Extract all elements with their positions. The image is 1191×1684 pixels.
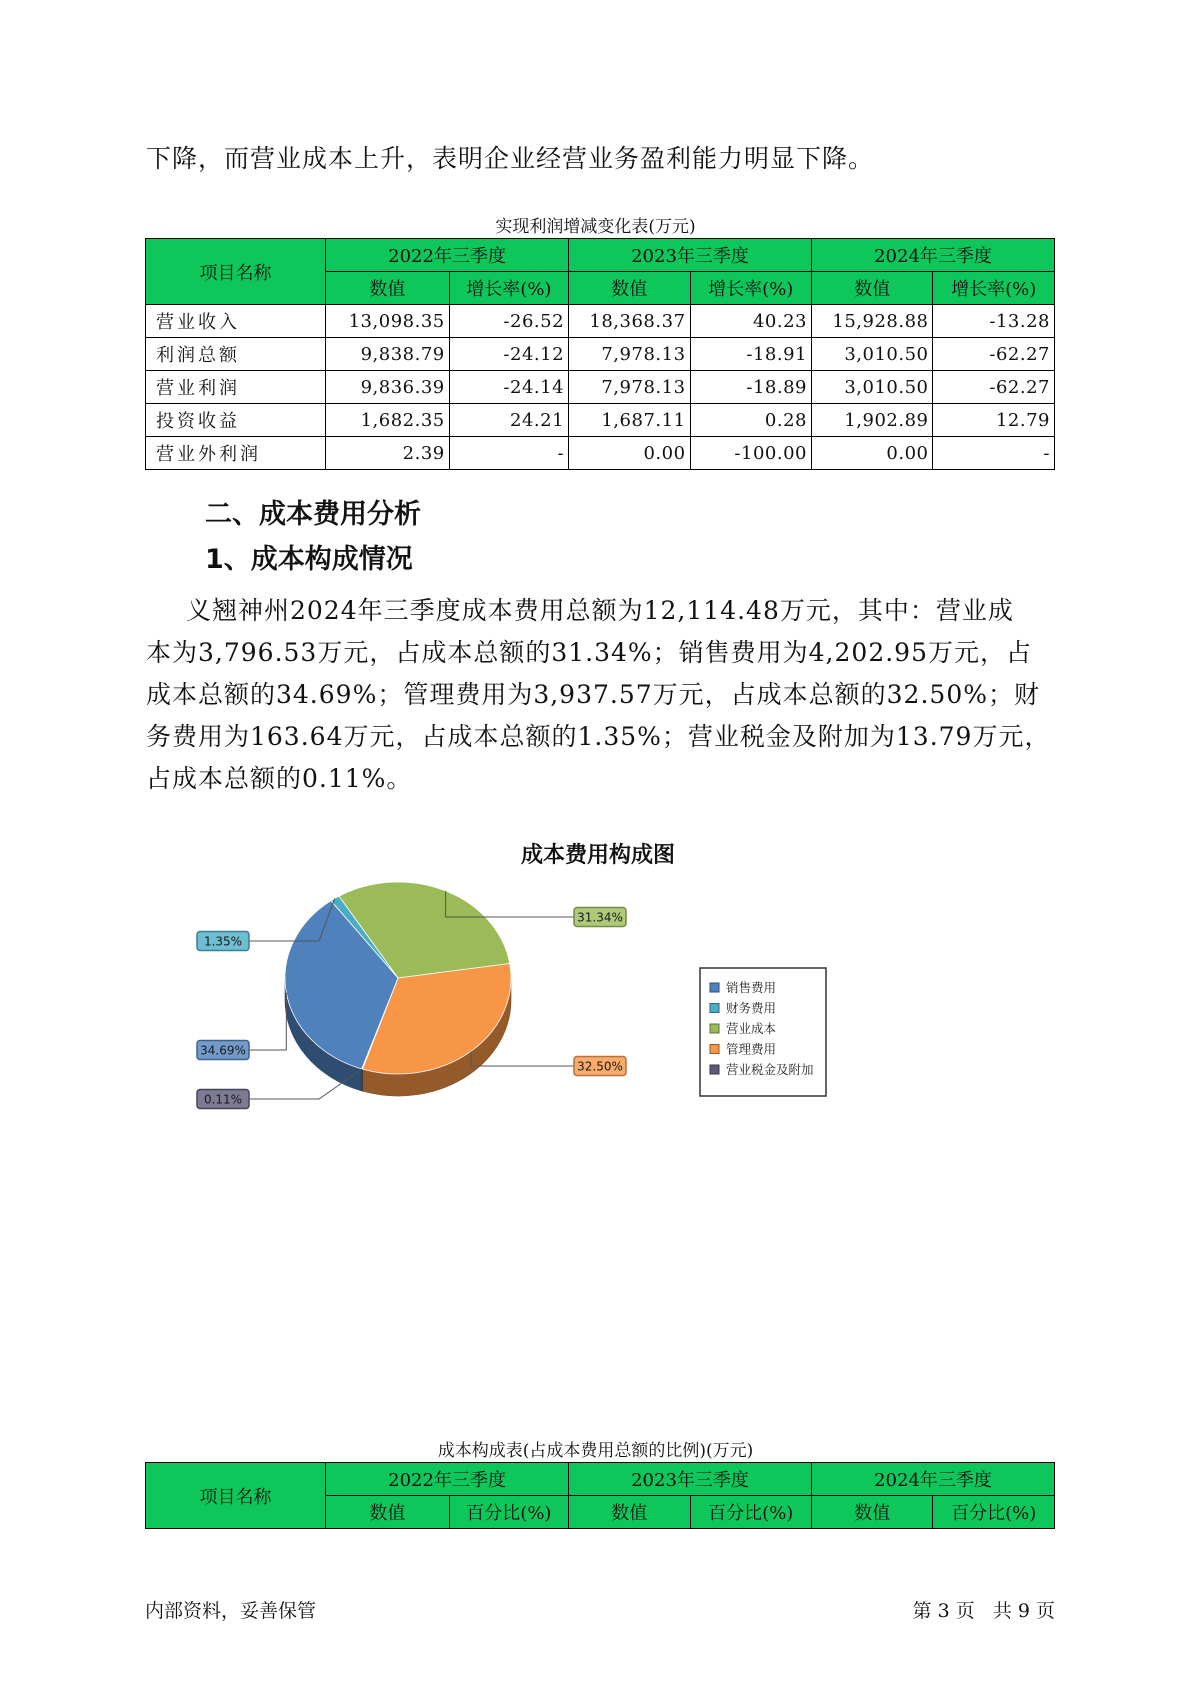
body-line: 本为3,796.53万元，占成本总额的31.34%；销售费用为4,202.95万元，占: [146, 638, 1032, 667]
cost-table: [145, 1462, 1055, 1529]
legend-swatch: [710, 983, 719, 992]
growth-cell: -26.52: [449, 305, 568, 338]
chart-title: 成本费用构成图: [520, 843, 676, 868]
growth-cell: -: [933, 437, 1055, 470]
value-cell: 0.00: [812, 437, 933, 470]
body-line: 成本总额的34.69%；管理费用为3,937.57万元，占成本总额的32.50%；财: [146, 680, 1040, 709]
growth-cell: 40.23: [690, 305, 811, 338]
legend-label: 管理费用: [726, 1041, 777, 1057]
value-cell: 1,682.35: [326, 404, 450, 437]
value-cell: 13,098.35: [326, 305, 450, 338]
chart-legend: [700, 968, 826, 1096]
growth-header: 增长率(%): [933, 272, 1055, 305]
period-header: 2023年三季度: [569, 239, 812, 272]
growth-cell: -62.27: [933, 371, 1055, 404]
legend-label: 财务费用: [726, 1000, 777, 1016]
value-cell: 2.39: [326, 437, 450, 470]
growth-header: 增长率(%): [690, 272, 811, 305]
legend-swatch: [710, 1024, 719, 1033]
table-row: [146, 404, 1055, 437]
item-name-header: 项目名称: [146, 1463, 326, 1529]
table-row: [146, 371, 1055, 404]
period-header: 2022年三季度: [326, 1463, 569, 1496]
percent-header: 百分比(%): [449, 1496, 568, 1529]
legend-label: 营业税金及附加: [726, 1062, 814, 1077]
footer-confidential: 内部资料，妥善保管: [145, 1600, 317, 1622]
profit-table: [145, 238, 1055, 470]
percent-header: 百分比(%): [690, 1496, 811, 1529]
data-label: 31.34%: [577, 910, 623, 925]
row-label: 营业收入: [146, 305, 326, 338]
value-header: 数值: [812, 1496, 933, 1529]
growth-cell: -18.89: [690, 371, 811, 404]
value-header: 数值: [326, 272, 450, 305]
value-cell: 15,928.88: [812, 305, 933, 338]
growth-cell: 0.28: [690, 404, 811, 437]
period-header: 2024年三季度: [812, 1463, 1055, 1496]
data-label: 0.11%: [203, 1092, 243, 1107]
row-label: 营业外利润: [146, 437, 326, 470]
data-label: 1.35%: [203, 934, 243, 949]
growth-cell: -: [449, 437, 568, 470]
period-header: 2023年三季度: [569, 1463, 812, 1496]
intro-paragraph: 下降，而营业成本上升，表明企业经营业务盈利能力明显下降。: [146, 144, 875, 173]
body-line: 务费用为163.64万元，占成本总额的1.35%；营业税金及附加为13.79万元，: [146, 722, 1051, 751]
row-label: 利润总额: [146, 338, 326, 371]
value-cell: 0.00: [569, 437, 690, 470]
value-header: 数值: [569, 272, 690, 305]
section-heading: 二、成本费用分析: [205, 499, 421, 530]
value-header: 数值: [326, 1496, 450, 1529]
body-line: 义翘神州2024年三季度成本费用总额为12,114.48万元，其中：营业成: [186, 596, 1014, 625]
body-line: 占成本总额的0.11%。: [146, 764, 413, 793]
growth-cell: -18.91: [690, 338, 811, 371]
value-cell: 18,368.37: [569, 305, 690, 338]
legend-swatch: [710, 1065, 719, 1074]
data-label: 34.69%: [200, 1043, 246, 1058]
cost-pie-chart: [0, 820, 1191, 1120]
value-cell: 7,978.13: [569, 338, 690, 371]
table-row: [146, 338, 1055, 371]
period-header: 2024年三季度: [812, 239, 1055, 272]
legend-label: 销售费用: [726, 980, 777, 995]
value-cell: 1,902.89: [812, 404, 933, 437]
value-cell: 1,687.11: [569, 404, 690, 437]
growth-header: 增长率(%): [449, 272, 568, 305]
growth-cell: -24.12: [449, 338, 568, 371]
value-cell: 9,836.39: [326, 371, 450, 404]
growth-cell: 12.79: [933, 404, 1055, 437]
footer-page-number: 第 3 页 共 9 页: [912, 1600, 1055, 1622]
sub-heading: 1、成本构成情况: [205, 544, 413, 575]
value-cell: 3,010.50: [812, 338, 933, 371]
data-label: 32.50%: [577, 1059, 623, 1074]
row-label: 投资收益: [146, 404, 326, 437]
growth-cell: -100.00: [690, 437, 811, 470]
growth-cell: -24.14: [449, 371, 568, 404]
table-row: [146, 437, 1055, 470]
growth-cell: 24.21: [449, 404, 568, 437]
legend-label: 营业成本: [726, 1021, 777, 1036]
value-header: 数值: [812, 272, 933, 305]
label-leader-line: [249, 993, 286, 1050]
value-cell: 3,010.50: [812, 371, 933, 404]
percent-header: 百分比(%): [933, 1496, 1055, 1529]
legend-swatch: [710, 1004, 719, 1013]
value-header: 数值: [569, 1496, 690, 1529]
value-cell: 9,838.79: [326, 338, 450, 371]
row-label: 营业利润: [146, 371, 326, 404]
item-name-header: 项目名称: [146, 239, 326, 305]
growth-cell: -62.27: [933, 338, 1055, 371]
growth-cell: -13.28: [933, 305, 1055, 338]
cost-table-caption: 成本构成表(占成本费用总额的比例)(万元): [437, 1441, 754, 1461]
profit-table-caption: 实现利润增减变化表(万元): [495, 217, 696, 237]
legend-swatch: [710, 1045, 719, 1054]
value-cell: 7,978.13: [569, 371, 690, 404]
table-row: [146, 305, 1055, 338]
period-header: 2022年三季度: [326, 239, 569, 272]
